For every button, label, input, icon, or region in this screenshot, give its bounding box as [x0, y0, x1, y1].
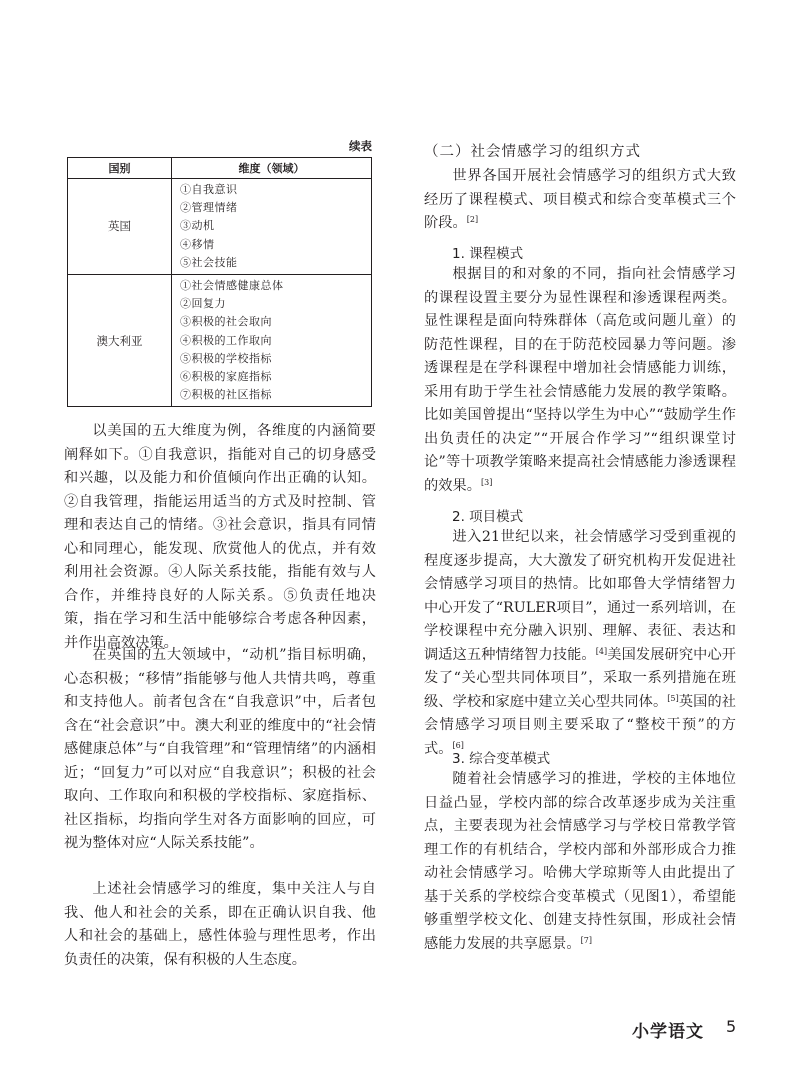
list-item: ⑥积极的家庭指标 [180, 369, 272, 383]
table-cell-country: 澳大利亚 [68, 274, 172, 406]
list-item: ①自我意识 [180, 183, 238, 196]
list-item: ③积极的社会取向 [180, 315, 272, 329]
right-paragraph-3 [424, 768, 736, 956]
list-item: ⑤社会技能 [180, 255, 238, 269]
table-cell-items [172, 274, 372, 406]
table-header-country: 国别 [68, 158, 172, 179]
right-intro-paragraph [424, 165, 736, 236]
list-item: ④积极的工作取向 [180, 333, 272, 347]
right-paragraph-2 [424, 526, 736, 761]
list-item: ⑤积极的学校指标 [180, 351, 272, 365]
paragraph-text: 美国发展研究中心开发了“关心型共同体项目”，采取一系列措施在班级、学校和家庭中建立关心型共同体。 [424, 646, 736, 710]
left-paragraph-1: 以美国的五大维度为例，各维度的内涵简要阐释如下。①自我意识，指能对自己的切身感受和兴趣，以及能力和价值倾向作出正确的认知。②自我管理，指能运用适当的方式及时控制、管理和表达自己的情绪。③社会意识，指具有同情心和同理心，能发现、欣赏他人的优点，并有效利用社会资源。④人际关系技能，指能有效与人合作，并维持良好的人际关系。⑤负责任地决策，指在学习和生活中能够综合考虑各种因素，并作出高效决策。 [64, 423, 376, 651]
list-item: ②回复力 [180, 297, 226, 311]
journal-title: 小学语文 [632, 1022, 704, 1042]
page-number: 5 [726, 1017, 737, 1036]
paragraph-text: 随着社会情感学习的推进，学校的主体地位日益凸显，学校内部的综合改革逐步成为关注重点，主要表现为社会情感学习与学校日常教学管理工作的有机结合，学校内部和外部形成合力推动社会情感学习。哈佛大学琼斯等人由此提出了基于关系的学校综合变革模式（见图1），希望能够重塑学校文化、创建支持性氛围，形成社会情感能力发展的共享愿景。 [424, 771, 736, 952]
paragraph-text: 进入21世纪以来，社会情感学习受到重视的程度逐步提高，大大激发了研究机构开发促进社会情感学习项目的热情。比如耶鲁大学情绪智力中心开发了“RULER项目”，通过一系列培训，在学校课程中充分融入识别、理解、表征、表达和调适这五种情绪智力技能。 [424, 529, 736, 663]
paragraph-text: 世界各国开展社会情感学习的组织方式大致经历了课程模式、项目模式和综合变革模式三个阶段。 [424, 168, 736, 231]
table-continued-label: 续表 [349, 139, 372, 153]
dimension-table [67, 157, 372, 407]
left-paragraph-2: 在英国的五大领域中，“动机”指目标明确，心态积极；“移情”指能够与他人共情共鸣，尊重和支持他人。前者包含在“自我意识”中，后者包含在“社会意识”中。澳大利亚的维度中的“社会情感健康总体”与“自我管理”和“管理情绪”的内涵相近；“回复力”可以对应“自我意识”；积极的社会取向、工作取向和积极的学校指标、家庭指标、社区指标，均指向学生对各方面影响的回应，可视为整体对应“人际关系技能”。 [64, 647, 376, 851]
citation-ref: [4] [595, 646, 608, 656]
list-item: ③动机 [180, 219, 215, 233]
table-row [68, 179, 372, 275]
citation-ref: [5] [667, 693, 679, 703]
list-item: ④移情 [180, 237, 215, 251]
left-paragraph-3: 上述社会情感学习的维度，集中关注人与自我、他人和社会的关系，即在正确认识自我、他人和社会的基础上，感性体验与理性思考，作出负责任的决策，保有积极的人生态度。 [64, 881, 376, 968]
paragraph-text: 根据目的和对象的不同，指向社会情感学习的课程设置主要分为显性课程和渗透课程两类。显性课程是面向特殊群体（高危或问题儿童）的防范性课程，目的在于防范校园暴力等问题。渗透课程是在学科课程中增加社会情感能力训练，采用有助于学生社会情感能力发展的教学策略。比如美国曾提出“坚持以学生为中心”“鼓励学生作出负责任的决定”“开展合作学习”“组织课堂讨论”等十项教学策略来提高社会情感能力渗透课程的效果。 [424, 266, 736, 494]
table-cell-items [172, 179, 372, 275]
paragraph-text: 英国的社会情感学习项目则主要采取了“整校干预”的方式。 [424, 693, 736, 757]
table-header-row [68, 158, 372, 179]
subheading-reform-mode: 3. 综合变革模式 [452, 751, 551, 767]
citation-ref: [6] [452, 740, 464, 750]
list-item: ②管理情绪 [180, 201, 238, 215]
citation-ref: [3] [480, 477, 493, 487]
table-row [68, 274, 372, 406]
table-header-dimension: 维度（领域） [172, 158, 372, 179]
right-paragraph-1 [424, 263, 736, 498]
list-item: ⑦积极的社区指标 [180, 388, 272, 402]
list-item: ①社会情感健康总体 [180, 278, 284, 292]
table-cell-country: 英国 [68, 179, 172, 275]
subheading-course-mode: 1. 课程模式 [452, 246, 524, 262]
citation-ref: [2] [466, 215, 479, 224]
subheading-project-mode: 2. 项目模式 [452, 509, 524, 525]
section-title: （二）社会情感学习的组织方式 [424, 144, 641, 160]
citation-ref: [7] [580, 935, 593, 945]
